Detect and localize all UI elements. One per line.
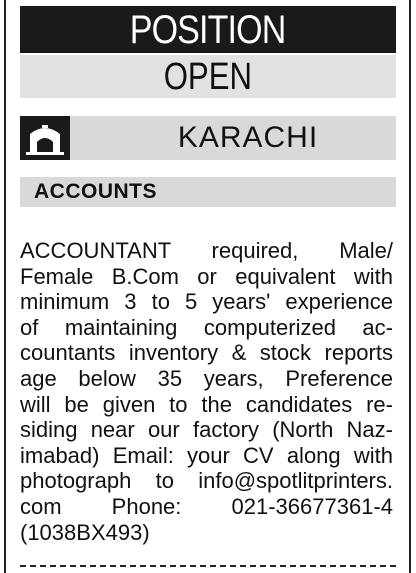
dashed-divider (20, 565, 396, 567)
open-banner (20, 55, 396, 98)
ad-line: age below 35 years, Preference (20, 365, 393, 391)
city-row (20, 116, 396, 160)
ad-line: imabad) Email: your CV along with (20, 442, 393, 468)
ad-line: minimum 3 to 5 years' experience (20, 289, 393, 315)
ad-line: of maintaining computerized ac- (20, 314, 393, 340)
ad-line: will be given to the candidates re- (20, 391, 393, 417)
mazar-e-quaid-icon (20, 116, 70, 160)
ad-line: ACCOUNTANT required, Male/ (20, 238, 393, 263)
ad-title: POSITION (130, 7, 286, 52)
ad-line: photograph to info@spotlitprinters. (20, 468, 393, 494)
ad-line: (1038BX493) (20, 519, 150, 545)
ad-line: com Phone: 021-36677361-4 (20, 493, 393, 519)
category-bar (20, 177, 396, 207)
city-label: KARACHI (177, 121, 319, 154)
ad-subtitle: OPEN (163, 55, 253, 98)
ad-line: countants inventory & stock reports (20, 340, 393, 366)
ad-line: Female B.Com or equivalent with (20, 263, 393, 289)
ad-body (20, 238, 393, 545)
ad-line: siding near our factory (North Naz- (20, 417, 393, 443)
category-label: ACCOUNTS (34, 180, 157, 203)
position-banner (20, 6, 396, 53)
